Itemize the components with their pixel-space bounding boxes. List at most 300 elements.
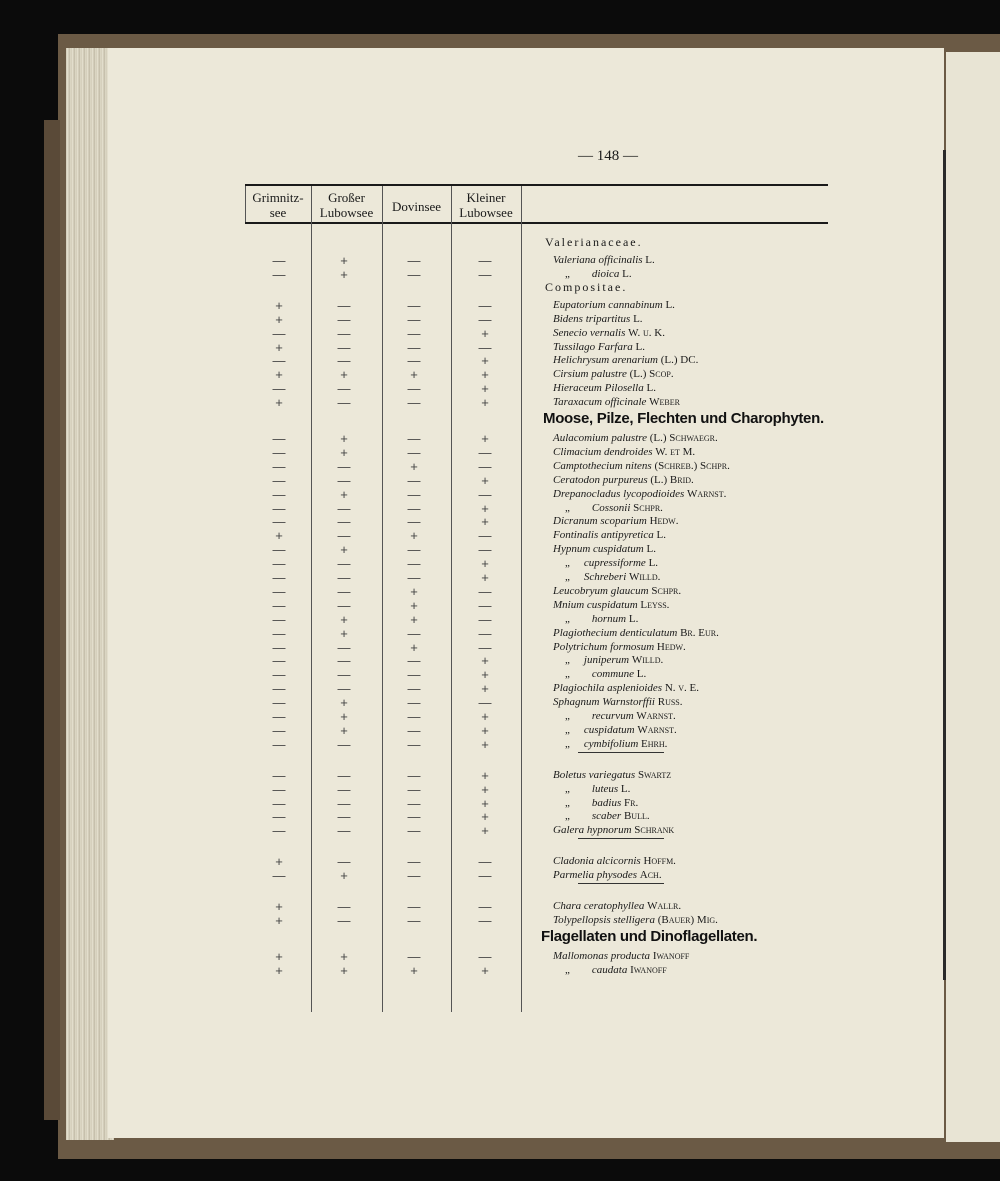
presence-mark: — — [478, 528, 492, 544]
species-entry — [553, 626, 719, 640]
presence-mark: + — [410, 639, 418, 655]
presence-mark: + — [340, 611, 348, 627]
presence-mark: — — [337, 472, 351, 488]
presence-mark: + — [275, 339, 283, 355]
presence-mark: + — [275, 311, 283, 327]
presence-mark: — — [337, 325, 351, 341]
species-entry — [553, 528, 666, 542]
presence-mark: — — [478, 583, 492, 599]
presence-mark: — — [478, 597, 492, 613]
species-name: scaber — [591, 810, 622, 823]
presence-mark: — — [337, 681, 351, 697]
presence-mark: — — [272, 639, 286, 655]
presence-mark: — — [407, 709, 421, 724]
presence-mark: — — [337, 809, 351, 825]
presence-mark: + — [340, 722, 348, 738]
page-number: — 148 — — [578, 148, 638, 164]
presence-mark: — — [478, 854, 492, 870]
ditto-mark: „ — [565, 501, 570, 514]
species-author: Fr. — [623, 796, 639, 809]
book-page — [108, 48, 944, 1138]
species-name: Tussilago Farfara — [553, 340, 633, 353]
presence-mark: — — [407, 948, 421, 964]
species-name: cuspidatum — [583, 723, 635, 736]
presence-mark: — — [272, 823, 286, 839]
species-name: Hieraceum Pilosella — [553, 382, 644, 395]
presence-mark: — — [407, 556, 421, 572]
presence-mark: — — [272, 325, 286, 341]
presence-mark: — — [407, 339, 421, 355]
presence-mark: — — [337, 339, 351, 355]
presence-mark: — — [337, 353, 351, 369]
presence-mark: + — [481, 353, 489, 369]
separator-rule — [578, 838, 664, 839]
presence-mark: — — [407, 667, 421, 683]
presence-mark: + — [340, 868, 348, 884]
ditto-mark: „ — [565, 654, 570, 667]
species-name: luteus — [591, 782, 619, 795]
species-name: Parmelia physodes — [553, 869, 638, 882]
presence-mark: + — [481, 500, 489, 516]
species-entry — [553, 695, 683, 709]
presence-mark: — — [407, 353, 421, 369]
presence-mark: — — [337, 653, 351, 669]
species-entry — [565, 809, 650, 823]
presence-mark: + — [275, 297, 283, 313]
species-entry — [565, 796, 638, 810]
family-heading: Compositae. — [545, 279, 628, 294]
species-author: Leyss. — [640, 598, 670, 611]
presence-mark: — — [337, 912, 351, 928]
species-entry — [553, 381, 656, 395]
species-entry — [565, 612, 638, 626]
ditto-mark: „ — [565, 796, 570, 809]
species-name: cymbifolium — [583, 737, 639, 750]
species-entry — [553, 312, 643, 326]
species-author: Hedw. — [649, 515, 679, 528]
presence-mark: — — [337, 899, 351, 914]
ditto-mark: „ — [565, 810, 570, 823]
presence-mark: — — [272, 667, 286, 683]
species-author: (L.) Brid. — [650, 473, 694, 486]
presence-mark: — — [337, 395, 351, 411]
species-entry — [565, 267, 632, 281]
presence-mark: — — [407, 912, 421, 928]
species-name: commune — [591, 668, 635, 681]
table-top-rule — [245, 184, 828, 186]
presence-mark: + — [340, 948, 348, 964]
species-entry — [553, 681, 699, 695]
presence-mark: — — [407, 266, 421, 282]
presence-mark: + — [481, 653, 489, 669]
species-entry — [565, 782, 630, 796]
presence-mark: — — [478, 297, 492, 313]
presence-mark: — — [478, 899, 492, 914]
presence-mark: + — [481, 795, 489, 811]
species-entry — [553, 353, 698, 367]
presence-mark: + — [481, 823, 489, 839]
presence-mark: — — [272, 486, 286, 502]
presence-mark: — — [478, 458, 492, 474]
presence-mark: — — [272, 625, 286, 641]
presence-mark: — — [337, 583, 351, 599]
presence-mark: + — [340, 431, 348, 446]
presence-mark: — — [407, 625, 421, 641]
presence-mark: + — [340, 962, 348, 978]
species-entry — [565, 501, 663, 515]
presence-mark: — — [407, 311, 421, 327]
species-entry — [553, 326, 665, 340]
presence-mark: — — [407, 570, 421, 585]
ditto-mark: „ — [565, 723, 570, 736]
species-author: Schrank — [634, 824, 675, 837]
species-name: recurvum — [591, 710, 634, 722]
species-entry — [565, 570, 660, 584]
species-entry — [553, 598, 669, 612]
presence-mark: — — [337, 311, 351, 327]
presence-mark: — — [272, 868, 286, 884]
presence-mark: — — [407, 854, 421, 870]
species-name: Schreberi — [583, 571, 627, 583]
species-entry — [565, 723, 677, 737]
presence-mark: + — [340, 695, 348, 711]
presence-mark: + — [340, 486, 348, 502]
column-header — [451, 190, 521, 220]
species-name: Plagiochila asplenioides — [553, 682, 663, 695]
presence-mark: — — [407, 253, 421, 268]
species-author: L. — [620, 782, 631, 795]
species-author: Schpr. — [633, 501, 663, 514]
presence-mark: — — [478, 339, 492, 355]
ditto-mark: „ — [565, 571, 570, 583]
presence-mark: — — [272, 444, 286, 460]
species-name: Tolypellopsis stelligera — [553, 913, 655, 926]
species-name: Cossonii — [591, 501, 631, 514]
species-entry — [553, 431, 718, 445]
species-author: W. et M. — [655, 445, 696, 458]
presence-mark: — — [478, 912, 492, 928]
species-name: Aulacomium palustre — [553, 432, 647, 444]
presence-mark: + — [481, 556, 489, 572]
presence-mark: — — [272, 709, 286, 724]
species-author: L. — [656, 529, 666, 542]
species-author: Wallr. — [647, 900, 682, 912]
presence-mark: — — [478, 266, 492, 282]
table-header-rule — [245, 222, 828, 224]
presence-mark: — — [337, 781, 351, 797]
species-author: Hedw. — [656, 640, 686, 653]
presence-mark: + — [275, 854, 283, 870]
presence-mark: — — [407, 781, 421, 797]
species-author: Willd. — [631, 654, 664, 667]
species-author: L. — [636, 668, 647, 681]
species-name: Polytrichum formosum — [553, 640, 655, 653]
species-author: L. — [645, 254, 655, 266]
presence-mark: — — [407, 736, 421, 752]
section-heading: Moose, Pilze, Flechten und Charophyten. — [543, 410, 824, 427]
presence-mark: — — [337, 639, 351, 655]
ditto-mark: „ — [565, 782, 570, 795]
species-author: L. — [646, 382, 656, 395]
binding-thread — [943, 150, 946, 980]
presence-mark: — — [407, 868, 421, 884]
presence-mark: + — [481, 395, 489, 411]
presence-mark: — — [337, 381, 351, 397]
presence-mark: — — [272, 681, 286, 697]
species-entry — [565, 556, 658, 570]
species-name: Climacium dendroides — [553, 445, 653, 458]
species-name: Galera hypnorum — [553, 824, 632, 837]
ditto-mark: „ — [565, 710, 570, 722]
species-author: Ach. — [639, 869, 662, 882]
presence-mark: — — [337, 597, 351, 613]
presence-mark: — — [272, 253, 286, 268]
presence-mark: — — [407, 472, 421, 488]
presence-mark: + — [410, 597, 418, 613]
presence-mark: + — [481, 472, 489, 488]
species-author: (Schreb.) Schpr. — [654, 459, 730, 472]
species-name: Plagiothecium denticulatum — [553, 626, 678, 639]
ditto-mark: „ — [565, 963, 570, 976]
column-header-line: Großer — [328, 190, 365, 205]
presence-mark: + — [340, 367, 348, 383]
species-author: Warnst. — [636, 710, 676, 722]
presence-mark: + — [481, 570, 489, 585]
species-author: Iwanoff — [630, 963, 667, 976]
presence-mark: — — [478, 311, 492, 327]
species-name: Fontinalis antipyretica — [553, 529, 654, 542]
presence-mark: — — [272, 458, 286, 474]
species-entry — [553, 584, 681, 598]
species-entry — [565, 963, 667, 977]
species-name: Taraxacum officinale — [553, 396, 647, 409]
presence-mark: — — [337, 500, 351, 516]
presence-mark: — — [272, 431, 286, 446]
presence-mark: — — [272, 381, 286, 397]
species-author: Bull. — [623, 810, 650, 823]
species-entry — [553, 913, 718, 927]
presence-mark: — — [337, 736, 351, 752]
presence-mark: — — [272, 472, 286, 488]
presence-mark: — — [272, 736, 286, 752]
species-entry — [553, 459, 730, 473]
species-name: Sphagnum Warnstorffii — [553, 696, 655, 709]
species-name: Leucobryum glaucum — [553, 584, 649, 597]
presence-mark: — — [478, 639, 492, 655]
presence-mark: + — [410, 611, 418, 627]
species-name: Eupatorium cannabinum — [553, 298, 663, 311]
species-author: Iwanoff — [652, 949, 690, 962]
presence-mark: + — [340, 625, 348, 641]
species-author: Warnst. — [687, 487, 727, 500]
presence-mark: — — [272, 767, 286, 783]
presence-mark: — — [337, 528, 351, 544]
presence-mark: — — [272, 809, 286, 825]
species-author: Hoffm. — [643, 855, 676, 868]
presence-mark: — — [478, 444, 492, 460]
species-entry — [553, 854, 676, 868]
presence-mark: + — [410, 367, 418, 383]
presence-mark: + — [481, 667, 489, 683]
species-author: N. v. E. — [664, 682, 700, 695]
presence-mark: — — [272, 795, 286, 811]
species-name: Ceratodon purpureus — [553, 473, 648, 486]
presence-mark: — — [407, 681, 421, 697]
species-entry — [553, 899, 681, 913]
column-header-line: Lubowsee — [319, 205, 374, 220]
presence-mark: — — [407, 809, 421, 825]
species-entry — [553, 640, 686, 654]
species-author: Swartz — [637, 768, 672, 781]
species-author: L. — [665, 298, 675, 311]
presence-mark: — — [478, 542, 492, 558]
presence-mark: + — [481, 381, 489, 397]
presence-mark: + — [481, 367, 489, 383]
species-entry — [553, 823, 674, 837]
presence-mark: + — [275, 912, 283, 928]
presence-mark: — — [478, 948, 492, 964]
presence-mark: + — [340, 709, 348, 724]
presence-mark: + — [481, 781, 489, 797]
presence-mark: — — [407, 653, 421, 669]
column-header-line: Kleiner — [466, 190, 506, 205]
presence-mark: — — [337, 823, 351, 839]
species-author: L. — [622, 267, 632, 280]
presence-mark: — — [407, 542, 421, 558]
species-author: Russ. — [657, 696, 683, 709]
species-name: dioica — [591, 267, 620, 280]
ditto-mark: „ — [565, 737, 570, 750]
species-entry — [553, 473, 694, 487]
presence-mark: + — [275, 528, 283, 544]
presence-mark: + — [340, 266, 348, 282]
presence-mark: + — [410, 583, 418, 599]
species-name: Mnium cuspidatum — [553, 598, 638, 611]
presence-mark: — — [407, 795, 421, 811]
presence-mark: — — [407, 395, 421, 411]
column-header — [311, 190, 382, 220]
presence-mark: — — [407, 325, 421, 341]
presence-mark: — — [407, 486, 421, 502]
ditto-mark: „ — [565, 612, 570, 625]
presence-mark: + — [481, 431, 489, 446]
presence-mark: + — [481, 514, 489, 530]
column-header-line: Grimnitz- — [252, 190, 304, 205]
presence-mark: — — [407, 695, 421, 711]
species-name: hornum — [591, 612, 627, 625]
species-entry — [553, 340, 645, 354]
column-header-line: Dovinsee — [391, 199, 442, 214]
species-name: Hypnum cuspidatum — [553, 543, 644, 556]
presence-mark: — — [272, 722, 286, 738]
species-name: Boletus variegatus — [553, 768, 636, 781]
family-heading: Valerianaceae. — [545, 235, 643, 249]
presence-mark: — — [272, 583, 286, 599]
cover-edge — [44, 120, 60, 1120]
presence-mark: + — [481, 325, 489, 341]
species-entry — [553, 949, 689, 963]
species-entry — [553, 768, 671, 782]
species-name: caudata — [591, 963, 628, 976]
species-name: badius — [591, 796, 622, 809]
presence-mark: — — [337, 458, 351, 474]
presence-mark: — — [337, 767, 351, 783]
presence-mark: — — [337, 854, 351, 870]
species-name: cupressiforme — [583, 557, 646, 570]
species-entry — [553, 445, 695, 459]
presence-mark: — — [407, 431, 421, 446]
separator-rule — [578, 883, 664, 884]
presence-mark: — — [407, 722, 421, 738]
species-entry — [553, 395, 680, 409]
species-entry — [553, 367, 674, 381]
presence-mark: + — [481, 962, 489, 978]
presence-mark: — — [478, 695, 492, 711]
species-author: Br. Eur. — [680, 626, 719, 639]
presence-mark: + — [481, 722, 489, 738]
species-name: Cladonia alcicornis — [553, 855, 641, 868]
presence-mark: — — [478, 868, 492, 884]
species-author: (L.) Scop. — [629, 368, 674, 381]
species-entry — [565, 709, 676, 723]
presence-mark: — — [337, 297, 351, 313]
species-author: (Bauer) Mig. — [657, 913, 718, 926]
ditto-mark: „ — [565, 267, 570, 280]
species-entry — [553, 542, 656, 556]
species-entry — [553, 487, 726, 501]
column-header-line: see — [269, 205, 287, 220]
presence-mark: + — [275, 962, 283, 978]
species-entry — [553, 298, 675, 312]
presence-mark: — — [272, 597, 286, 613]
presence-mark: — — [337, 514, 351, 530]
presence-mark: — — [272, 500, 286, 516]
presence-mark: — — [272, 514, 286, 530]
presence-mark: — — [407, 297, 421, 313]
ditto-mark: „ — [565, 668, 570, 681]
species-author: Schpr. — [651, 584, 682, 597]
column-header — [245, 190, 311, 220]
column-header — [382, 199, 451, 214]
presence-mark: — — [272, 266, 286, 282]
species-name: Senecio vernalis — [553, 326, 626, 339]
presence-mark: + — [275, 367, 283, 383]
species-author: Weber — [649, 396, 680, 409]
table-column-divider — [521, 186, 522, 1012]
species-author: W. u. K. — [628, 326, 665, 339]
presence-mark: + — [340, 253, 348, 268]
species-author: L. — [633, 312, 643, 325]
section-heading: Flagellaten und Dinoflagellaten. — [541, 927, 758, 945]
species-author: L. — [646, 543, 656, 556]
presence-mark: — — [272, 542, 286, 558]
presence-mark: — — [272, 653, 286, 669]
presence-mark: — — [407, 500, 421, 516]
presence-mark: + — [410, 962, 418, 978]
species-entry — [553, 514, 678, 528]
presence-mark: — — [478, 253, 492, 268]
species-name: Dicranum scoparium — [553, 515, 647, 528]
species-author: L. — [635, 340, 646, 353]
presence-mark: — — [337, 667, 351, 683]
species-author: L. — [648, 557, 659, 570]
presence-mark: + — [275, 899, 283, 914]
species-entry — [565, 653, 663, 667]
presence-mark: + — [410, 458, 418, 474]
column-header-line: Lubowsee — [459, 205, 513, 220]
presence-mark: + — [481, 736, 489, 752]
presence-mark: + — [481, 681, 489, 697]
